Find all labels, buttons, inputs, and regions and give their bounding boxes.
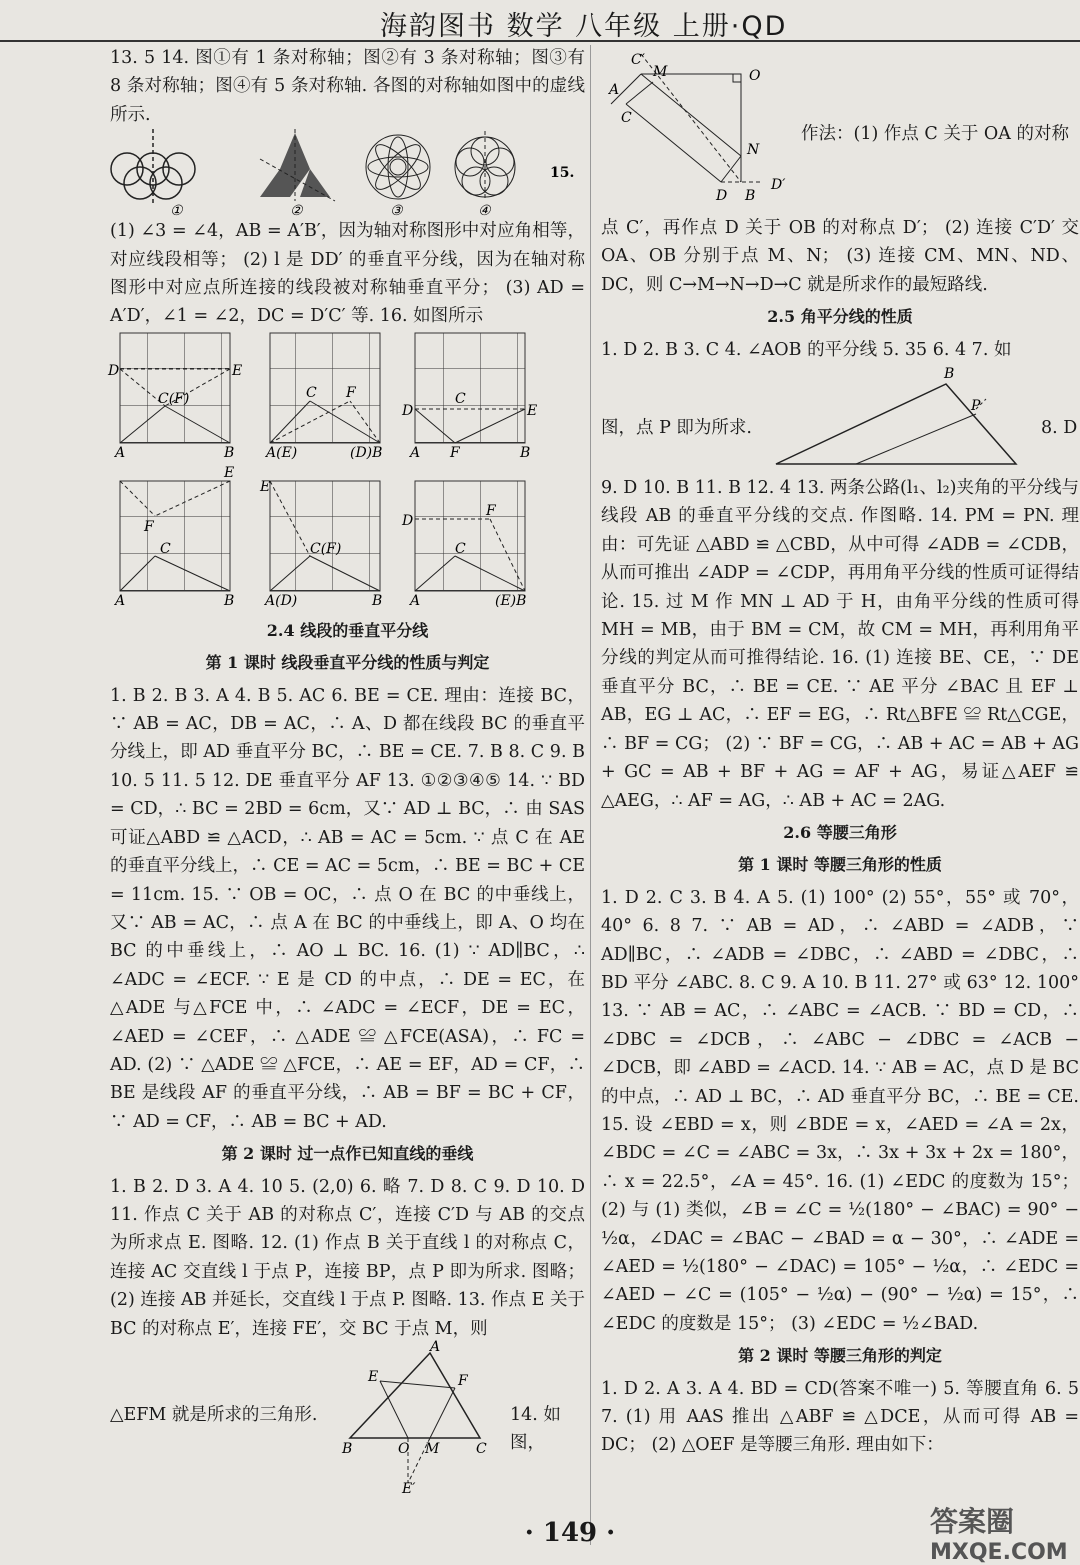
- g1-CF: C(F): [158, 390, 190, 407]
- grid-6: [401, 481, 526, 609]
- flower-8-figure: [366, 135, 430, 199]
- q14-label: 14. 如图，: [510, 1405, 561, 1454]
- shortest-path-svg: [601, 44, 801, 209]
- point-p-caption: 图，点 P 即为所求.: [601, 418, 752, 439]
- page-header: [0, 0, 1080, 42]
- sp-D: D: [716, 188, 728, 204]
- fig-label-1: ①: [170, 203, 183, 220]
- right-construction-text: 点 C′，再作点 D 关于 OB 的对称点 D′； (2) 连接 C′D′ 交 OA、OB 分别于点 M、N； (3) 连接 CM、MN、ND、DC，则 C→M→N→D→C 就是所求作的最短路线.: [601, 218, 1079, 295]
- g4-C: C: [160, 540, 171, 557]
- left-answer-15-16: (1) ∠3 = ∠4，AB = A′B′，因为轴对称图形中对应角相等，对应线段相等； (2) l 是 DD′ 的垂直平分线，因为在轴对称图形中对应点所连接的线段被对称轴垂直平分； (3) AD = A′D′，∠1 = ∠2，DC = D′C′ 等. 16. 如图所示: [110, 221, 585, 327]
- bisector-svg: [766, 364, 1046, 474]
- tri-M: M: [425, 1441, 440, 1457]
- left-column: [108, 44, 585, 1497]
- triangle-efm-figure: [110, 1339, 585, 1497]
- g1-B: B: [224, 444, 235, 461]
- tri-Eprime: E′: [402, 1481, 416, 1497]
- sp-N: N: [747, 142, 760, 158]
- tri-E: E: [368, 1369, 379, 1385]
- watermark-url: MXQE.COM: [930, 1540, 1068, 1565]
- g3-B: B: [520, 444, 531, 461]
- flower-5-figure: [455, 131, 515, 201]
- g5-E: E: [260, 478, 271, 495]
- section-2-5-title: 2.5 角平分线的性质: [767, 307, 913, 327]
- method-text: 作法：(1) 作点 C 关于 OA 的对称: [801, 124, 1069, 144]
- symmetry-figures-svg: [110, 129, 585, 220]
- sp-Dprime: D′: [771, 177, 786, 193]
- left-answers-lesson2: 1. B 2. D 3. A 4. 10 5. (2,0) 6. 略 7. D 8. C 9. D 10. D 11. 作点 C 关于 AB 的对称点 C′，连接 C′D 与 AB 的交点为所求点 E. 图略. 12. (1) 作点 B 关于直线 l 的对称点 C，连接 AC 交直线 l 于点 P，连接 BP，点 P 即为所求. 图略； (2) 连接 AB 并延长，交直线 l 于点 P. 图略. 13. 作点 E 关于 BC 的对称点 E′，连接 FE′，交 BC 于点 M，则: [110, 1176, 585, 1339]
- right-answers-2-5-a: 1. D 2. B 3. C 4. ∠AOB 的平分线 5. 35 6. 4 7. 如: [601, 339, 1012, 360]
- shortest-path-figure: [601, 44, 1079, 214]
- g4-A: A: [115, 592, 126, 609]
- triangle-svg: [340, 1339, 490, 1497]
- efm-caption: △EFM 就是所求的三角形.: [110, 1405, 318, 1425]
- g2-F: F: [346, 384, 356, 401]
- g1-D: D: [108, 362, 120, 379]
- g6-D: D: [402, 512, 414, 529]
- q15-label: 15.: [550, 165, 575, 182]
- g3-D: D: [402, 402, 414, 419]
- g3-C: C: [455, 390, 466, 407]
- fig-label-4: ④: [478, 203, 491, 220]
- section-2-6-title: 2.6 等腰三角形: [783, 822, 897, 842]
- left-answers-lesson1: 1. B 2. B 3. A 4. B 5. AC 6. BE = CE. 理由：连接 BC，∵ AB = AC，DB = AC，∴ A、D 都在线段 BC 的垂直平分线上，即 AD 垂直平分 BC，∴ BE = CE. 7. B 8. C 9. B 10. 5 11. 5 12. DE 垂直平分 AF 13. ①②③④⑤ 14. ∵ BD = CD，∴ BC = 2BD = 6cm，又∵ AD ⊥ BC，∴ 由 SAS 可证△ABD ≌ △ACD，∴ AB = AC = 5cm. ∵ 点 C 在 AE 的垂直平分线上，∴ CE = AC = 5cm，∴ BE = BC + CE = 11cm. 15. ∵ OB = OC，∴ 点 O 在 BC 的中垂线上，又∵ AB = AC，∴ 点 A 在 BC 的中垂线上，即 A、O 均在 BC 的中垂线上，∴ AO ⊥ BC. 16. (1) ∵ AD∥BC，∴ ∠ADC = ∠ECF. ∵ E 是 CD 的中点，∴ DE = EC，在△ADE 与△FCE 中，∴ ∠ADC = ∠ECF，DE = EC，∠AED = ∠CEF，∴ △ADE ≌ △FCE(ASA)，∴ FC = AD. (2) ∵ △ADE ≌ △FCE，∴ AE = EF，AD = CF，∴ BE 是线段 AF 的垂直平分线，∴ AB = BF = BC + CF，∵ AD = CF，∴ AB = BC + AD.: [110, 685, 585, 1132]
- g4-F: F: [144, 518, 154, 535]
- g4-E: E: [224, 464, 235, 481]
- g6-C: C: [455, 540, 466, 557]
- section-2-4-title: 2.4 线段的垂直平分线: [266, 620, 429, 640]
- grid-figures: [110, 331, 585, 613]
- g5-AD: A(D): [265, 592, 298, 609]
- g1-A: A: [115, 444, 126, 461]
- column-divider: [590, 45, 591, 1545]
- sp-B: B: [745, 188, 756, 204]
- right-answers-2-6-lesson1: 1. D 2. C 3. B 4. A 5. (1) 100° (2) 55°，55° 或 70°，40° 6. 8 7. ∵ AB = AD，∴ ∠ABD = ∠ADB，∵ AD∥BC，∴ ∠ADB = ∠DBC，∴ ∠ABD = ∠DBC，∴ BD 平分 ∠ABC. 8. C 9. A 10. B 11. 27° 或 63° 12. 100° 13. ∵ AB = AC，∴ ∠ABC = ∠ACB. ∵ BD = CD，∴ ∠DBC = ∠DCB，∴ ∠ABC − ∠DBC = ∠ACB − ∠DCB，即 ∠ABD = ∠ACD. 14. ∵ AB = AC，点 D 是 BC 的中点，∴ AD ⊥ BC，∴ AD 垂直平分 BC，∴ BE = CE. 15. 设 ∠EBD = x，则 ∠BDE = x，∠AED = ∠A = 2x，∠BDC = ∠C = ∠ABC = 3x，∴ 3x + 3x + 2x = 180°，∴ x = 22.5°，∠A = 45°. 16. (1) ∠EDC 的度数为 15°； (2) 与 (1) 类似，∠B = ∠C = ½(180° − ∠BAC) = 90° − ½α，∠DAC = ∠BAC − ∠BAD = α − 30°，∴ ∠ADE = ∠AED = ½(180° − ∠DAC) = 105° − ½α，∴ ∠EDC = ∠AED − ∠C = (105° − ½α) − (90° − ½α) = 15°，∴ ∠EDC 的度数是 15°； (3) ∠EDC = ½∠BAD.: [601, 887, 1079, 1334]
- right-answers-2-5-b: 9. D 10. B 11. B 12. 4 13. 两条公路(l₁、l₂)夹角的平分线与线段 AB 的垂直平分线的交点. 作图略. 14. PM = PN. 理由：可先证 △ABD ≌ △CBD，从中可得 ∠ADB = ∠CDB，从而可推出 ∠ADP = ∠CDP，再用角平分线的性质可证得结论. 15. 过 M 作 MN ⊥ AD 于 H，由角平分线的性质可得 MH = MB，由于 BM = CM，故 CM = MH，再利用角平分线的判定从而可推得结论. 16. (1) 连接 BE、CE，∵ DE 垂直平分 BC，∴ BE = CE. ∵ AE 平分 ∠BAC 且 EF ⊥ AB，EG ⊥ AC，∴ EF = EG，∴ Rt△BFE ≌ Rt△CGE，∴ BF = CG； (2) ∵ BF = CG，∴ AB + AC = AB + AG + GC = AB + BF + AG = AF + AG，易证△AEF ≌ △AEG，∴ AF = AG，∴ AB + AC = 2AG.: [601, 478, 1079, 811]
- bis-B: B: [944, 366, 955, 383]
- grid-4: [113, 465, 234, 609]
- g2-AE: A(E): [266, 444, 298, 461]
- g6-EB: (E)B: [495, 592, 527, 609]
- g3-A: A: [410, 444, 421, 461]
- grid-1: [107, 333, 242, 461]
- q8-label: 8. D: [1041, 418, 1078, 439]
- g6-F: F: [486, 502, 496, 519]
- angle-bisector-figure: [601, 364, 1079, 474]
- symmetry-figures: [110, 129, 585, 220]
- right-lesson-1-title: 第 1 课时 等腰三角形的性质: [738, 855, 942, 875]
- g5-CF: C(F): [310, 540, 342, 557]
- g3-E: E: [527, 402, 538, 419]
- g2-C: C: [306, 384, 317, 401]
- fig-label-2: ②: [290, 203, 303, 220]
- tri-A: A: [430, 1339, 441, 1355]
- sp-C: C: [621, 110, 632, 126]
- g1-E: E: [232, 362, 243, 379]
- grid-3: [401, 333, 537, 461]
- tri-B: B: [342, 1441, 353, 1457]
- g5-B: B: [372, 592, 383, 609]
- sp-A: A: [609, 82, 620, 98]
- tri-C: C: [476, 1441, 487, 1457]
- trefoil-figure: [260, 129, 335, 201]
- tri-F: F: [458, 1373, 468, 1389]
- sp-Cprime: C′: [631, 52, 645, 68]
- grid-2: [264, 333, 382, 461]
- olympic-rings-figure: [111, 129, 195, 204]
- grid-5: [259, 479, 382, 609]
- fig-label-3: ③: [390, 203, 403, 220]
- watermark-text: 答案圈: [930, 1505, 1015, 1538]
- tri-O: O: [398, 1441, 410, 1457]
- right-lesson-2-title: 第 2 课时 等腰三角形的判定: [738, 1346, 942, 1366]
- lesson-2-title: 第 2 课时 过一点作已知直线的垂线: [221, 1144, 474, 1164]
- watermark-logo: [930, 1500, 1068, 1565]
- g3-F: F: [450, 444, 460, 461]
- right-answers-2-6-lesson2: 1. D 2. A 3. A 4. BD = CD(答案不唯一) 5. 等腰直角 6. 5 7. (1) 用 AAS 推出 △ABF ≌ △DCE，从而可得 AB = DC； (2) △OEF 是等腰三角形. 理由如下：: [601, 1378, 1079, 1456]
- grid-figures-svg: [110, 331, 585, 613]
- header-title: 海韵图书 数学 八年级 上册·QD: [380, 11, 788, 42]
- right-column: [601, 44, 1079, 1460]
- sp-O: O: [749, 68, 761, 84]
- left-answer-13-14: 13. 5 14. 图①有 1 条对称轴；图②有 3 条对称轴；图③有 8 条对称轴；图④有 5 条对称轴. 各图的对称轴如图中的虚线所示.: [110, 48, 585, 125]
- lesson-1-title: 第 1 课时 线段垂直平分线的性质与判定: [205, 653, 490, 673]
- g2-DB: (D)B: [350, 444, 383, 461]
- g6-A: A: [410, 592, 421, 609]
- bis-P: P: [971, 398, 981, 415]
- g4-B: B: [224, 592, 235, 609]
- sp-M: M: [653, 64, 668, 80]
- page-number: · 149 ·: [524, 1518, 616, 1548]
